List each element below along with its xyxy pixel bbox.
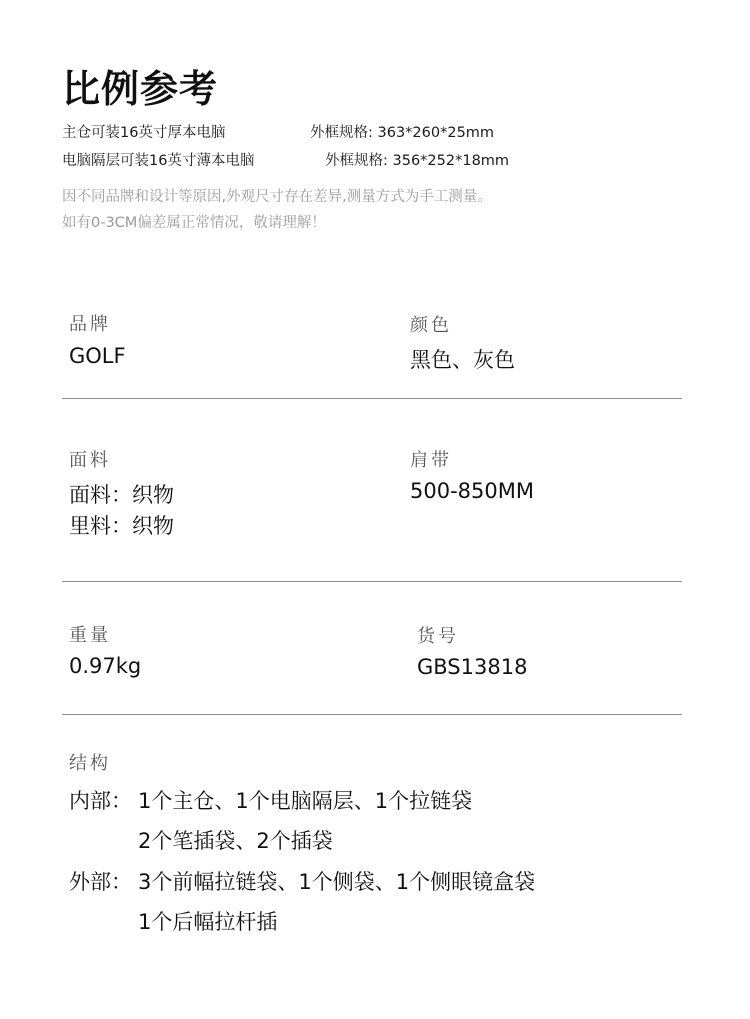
spec-main-compartment-label: 主仓可装16英寸厚本电脑	[62, 125, 226, 141]
structure-inner-key: 内部：	[69, 789, 132, 813]
structure-inner-line: 1个主仓、1个电脑隔层、1个拉链袋	[138, 789, 473, 813]
weight-value: 0.97kg	[69, 654, 142, 678]
brand-value: GOLF	[69, 344, 126, 368]
divider	[62, 581, 682, 582]
sku-label: 货号	[417, 626, 459, 647]
divider	[62, 714, 682, 715]
color-label: 颜色	[410, 315, 452, 336]
sku-value: GBS13818	[417, 655, 528, 679]
structure-outer-key: 外部：	[69, 870, 132, 894]
structure-outer-line: 3个前幅拉链袋、1个侧袋、1个侧眼镜盒袋	[138, 870, 536, 894]
spec-main-compartment-dims: 外框规格: 363*260*25mm	[310, 125, 495, 141]
page-title: 比例参考	[62, 67, 219, 111]
strap-value: 500-850MM	[410, 479, 534, 503]
spec-laptop-sleeve-label: 电脑隔层可装16英寸薄本电脑	[62, 153, 255, 169]
material-outer-value: 面料：织物	[69, 483, 174, 507]
spec-laptop-sleeve-dims: 外框规格: 356*252*18mm	[325, 153, 510, 169]
structure-outer-line: 1个后幅拉杆插	[138, 910, 278, 934]
material-lining-value: 里料：织物	[69, 514, 174, 538]
color-value: 黑色、灰色	[410, 348, 515, 372]
structure-inner-line: 2个笔插袋、2个插袋	[138, 829, 333, 853]
brand-label: 品牌	[69, 314, 111, 335]
weight-label: 重量	[69, 625, 111, 646]
tolerance-note: 如有0-3CM偏差属正常情况，敬请理解！	[62, 215, 326, 231]
disclaimer-note: 因不同品牌和设计等原因,外观尺寸存在差异,测量方式为手工测量。	[62, 189, 492, 205]
material-label: 面料	[69, 450, 111, 471]
structure-label: 结构	[69, 753, 111, 774]
divider	[62, 398, 682, 399]
strap-label: 肩带	[410, 450, 452, 471]
